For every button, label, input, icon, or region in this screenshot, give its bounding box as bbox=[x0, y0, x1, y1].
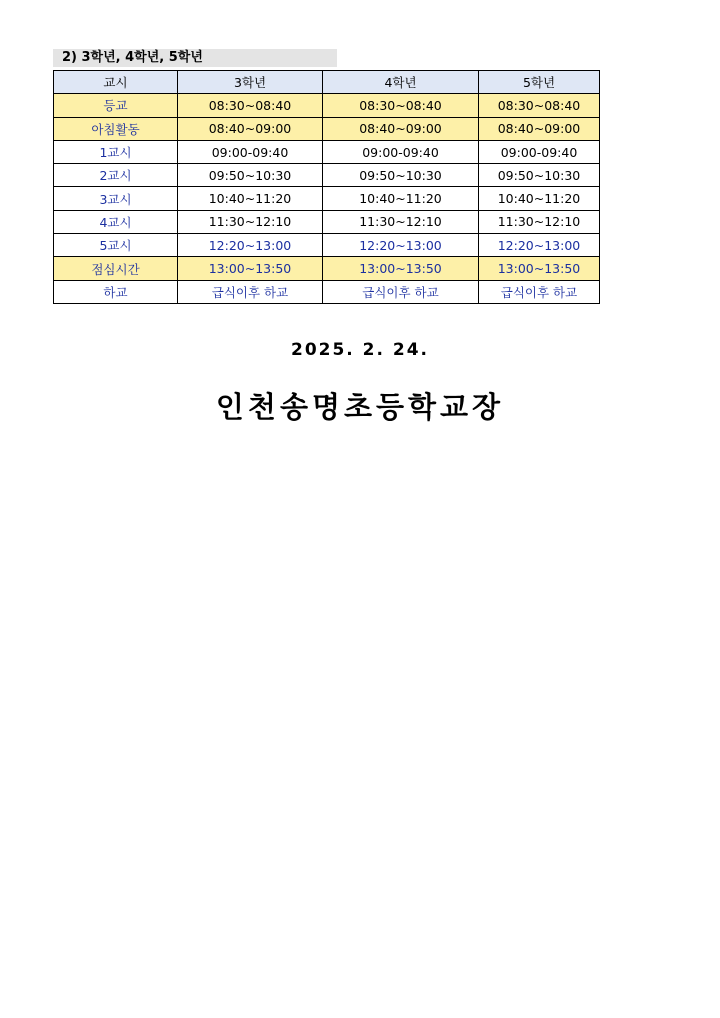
document-date: 2025. 2. 24. bbox=[290, 340, 429, 360]
table-row bbox=[54, 187, 600, 210]
table-row bbox=[54, 280, 600, 303]
cell-grade-4: 08:30~08:40 bbox=[323, 94, 479, 117]
row-label: 2교시 bbox=[54, 164, 178, 187]
cell-grade-3: 08:30~08:40 bbox=[178, 94, 323, 117]
row-label: 등교 bbox=[54, 94, 178, 117]
cell-grade-5: 08:40~09:00 bbox=[479, 117, 600, 140]
header-row bbox=[54, 71, 600, 94]
principal-signature: 인천송명초등학교장 bbox=[215, 390, 505, 424]
table-row bbox=[54, 210, 600, 233]
cell-grade-4: 08:40~09:00 bbox=[323, 117, 479, 140]
cell-grade-4: 11:30~12:10 bbox=[323, 210, 479, 233]
cell-grade-5: 08:30~08:40 bbox=[479, 94, 600, 117]
table-row bbox=[54, 164, 600, 187]
table-row bbox=[54, 117, 600, 140]
row-label: 점심시간 bbox=[54, 257, 178, 280]
cell-grade-5: 13:00~13:50 bbox=[479, 257, 600, 280]
cell-grade-5: 10:40~11:20 bbox=[479, 187, 600, 210]
cell-grade-3: 09:50~10:30 bbox=[178, 164, 323, 187]
table-body bbox=[54, 94, 600, 304]
row-label: 4교시 bbox=[54, 210, 178, 233]
cell-grade-3: 11:30~12:10 bbox=[178, 210, 323, 233]
cell-grade-5: 12:20~13:00 bbox=[479, 234, 600, 257]
row-label: 3교시 bbox=[54, 187, 178, 210]
cell-grade-3: 10:40~11:20 bbox=[178, 187, 323, 210]
cell-grade-4: 12:20~13:00 bbox=[323, 234, 479, 257]
cell-grade-4: 13:00~13:50 bbox=[323, 257, 479, 280]
cell-grade-4: 09:50~10:30 bbox=[323, 164, 479, 187]
cell-grade-3: 12:20~13:00 bbox=[178, 234, 323, 257]
table-row bbox=[54, 257, 600, 280]
row-label: 1교시 bbox=[54, 140, 178, 163]
cell-grade-4: 09:00-09:40 bbox=[323, 140, 479, 163]
cell-grade-4: 10:40~11:20 bbox=[323, 187, 479, 210]
header-grade-5: 5학년 bbox=[479, 71, 600, 94]
table-row bbox=[54, 94, 600, 117]
table-row bbox=[54, 140, 600, 163]
header-grade-3: 3학년 bbox=[178, 71, 323, 94]
row-label: 5교시 bbox=[54, 234, 178, 257]
header-grade-4: 4학년 bbox=[323, 71, 479, 94]
cell-grade-3: 13:00~13:50 bbox=[178, 257, 323, 280]
cell-grade-5: 급식이후 하교 bbox=[479, 280, 600, 303]
cell-grade-5: 09:50~10:30 bbox=[479, 164, 600, 187]
cell-grade-5: 09:00-09:40 bbox=[479, 140, 600, 163]
cell-grade-3: 09:00-09:40 bbox=[178, 140, 323, 163]
header-period: 교시 bbox=[54, 71, 178, 94]
table-header bbox=[54, 71, 600, 94]
schedule-table bbox=[53, 70, 600, 304]
cell-grade-3: 급식이후 하교 bbox=[178, 280, 323, 303]
row-label: 아침활동 bbox=[54, 117, 178, 140]
cell-grade-4: 급식이후 하교 bbox=[323, 280, 479, 303]
cell-grade-5: 11:30~12:10 bbox=[479, 210, 600, 233]
row-label: 하교 bbox=[54, 280, 178, 303]
cell-grade-3: 08:40~09:00 bbox=[178, 117, 323, 140]
table-row bbox=[54, 234, 600, 257]
section-heading: 2) 3학년, 4학년, 5학년 bbox=[53, 49, 337, 67]
